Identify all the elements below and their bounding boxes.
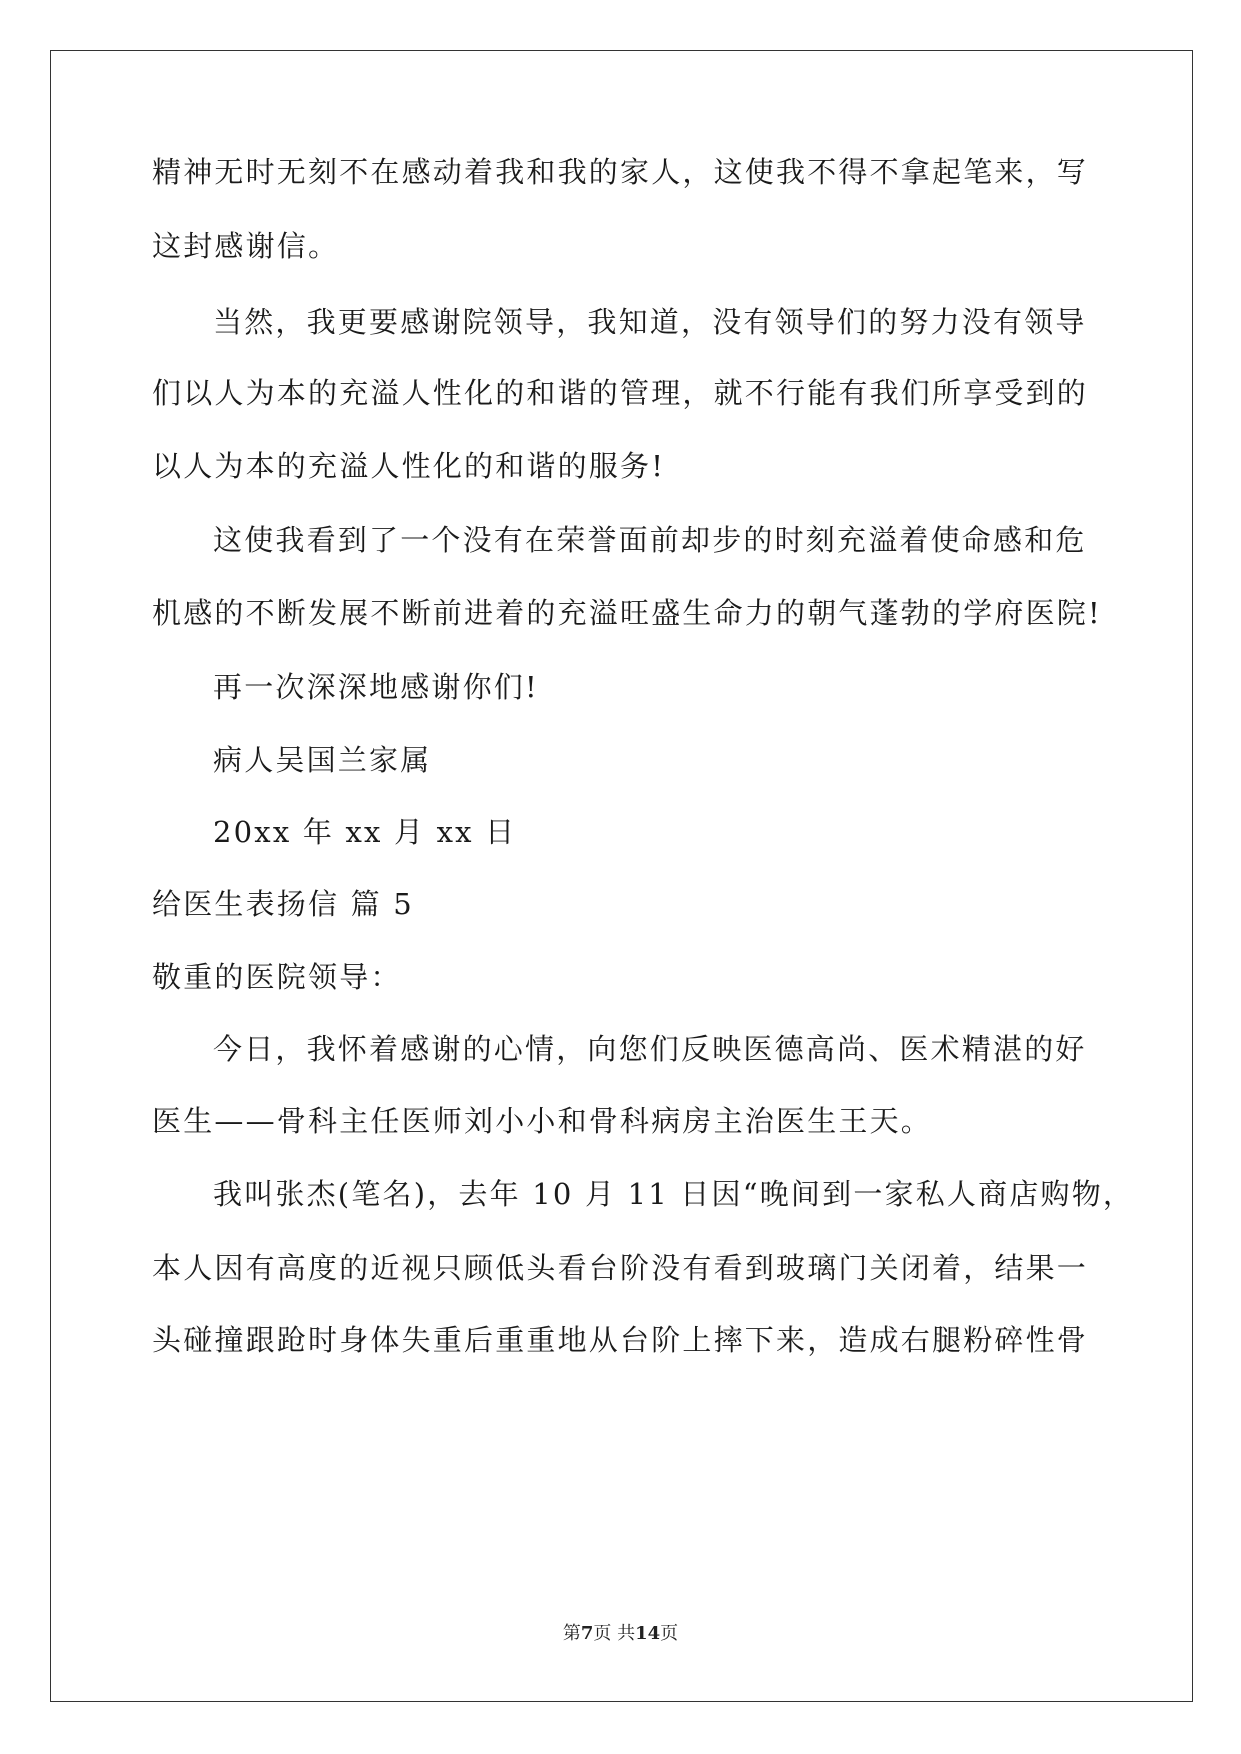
text-line: 精神无时无刻不在感动着我和我的家人，这使我不得不拿起笔来，写 — [152, 155, 1089, 189]
text-line: 机感的不断发展不断前进着的充溢旺盛生命力的朝气蓬勃的学府医院! — [152, 596, 1102, 630]
text-line: 再一次深深地感谢你们! — [213, 670, 539, 704]
text-line: 头碰撞跟跄时身体失重后重重地从台阶上摔下来，造成右腿粉碎性骨 — [152, 1323, 1089, 1357]
date-line: 20xx 年 xx 月 xx 日 — [213, 815, 517, 849]
signature-line: 病人吴国兰家属 — [213, 743, 432, 777]
page-border — [50, 50, 1193, 1702]
text-line: 这使我看到了一个没有在荣誉面前却步的时刻充溢着使命感和危 — [213, 523, 1087, 557]
footer-prefix: 第 — [562, 1623, 581, 1644]
text-line: 我叫张杰(笔名)，去年 10 月 11 日因“晚间到一家私人商店购物， — [213, 1177, 1135, 1211]
footer-mid: 页 共 — [593, 1623, 636, 1644]
text-line: 医生——骨科主任医师刘小小和骨科病房主治医生王天。 — [152, 1104, 933, 1138]
text-line: 这封感谢信。 — [152, 229, 340, 263]
text-line: 当然，我更要感谢院领导，我知道，没有领导们的努力没有领导 — [213, 305, 1087, 339]
footer-total-pages: 14 — [635, 1623, 661, 1644]
footer-current-page: 7 — [580, 1623, 594, 1644]
text-line: 今日，我怀着感谢的心情，向您们反映医德高尚、医术精湛的好 — [213, 1032, 1087, 1066]
footer-suffix: 页 — [660, 1623, 679, 1644]
text-line: 们以人为本的充溢人性化的和谐的管理，就不行能有我们所享受到的 — [152, 376, 1089, 410]
page-footer — [0, 1622, 1241, 1646]
salutation: 敬重的医院领导： — [152, 960, 402, 994]
section-heading: 给医生表扬信 篇 5 — [152, 887, 414, 921]
text-line: 以人为本的充溢人性化的和谐的服务! — [152, 449, 666, 483]
text-line: 本人因有高度的近视只顾低头看台阶没有看到玻璃门关闭着，结果一 — [152, 1251, 1089, 1285]
